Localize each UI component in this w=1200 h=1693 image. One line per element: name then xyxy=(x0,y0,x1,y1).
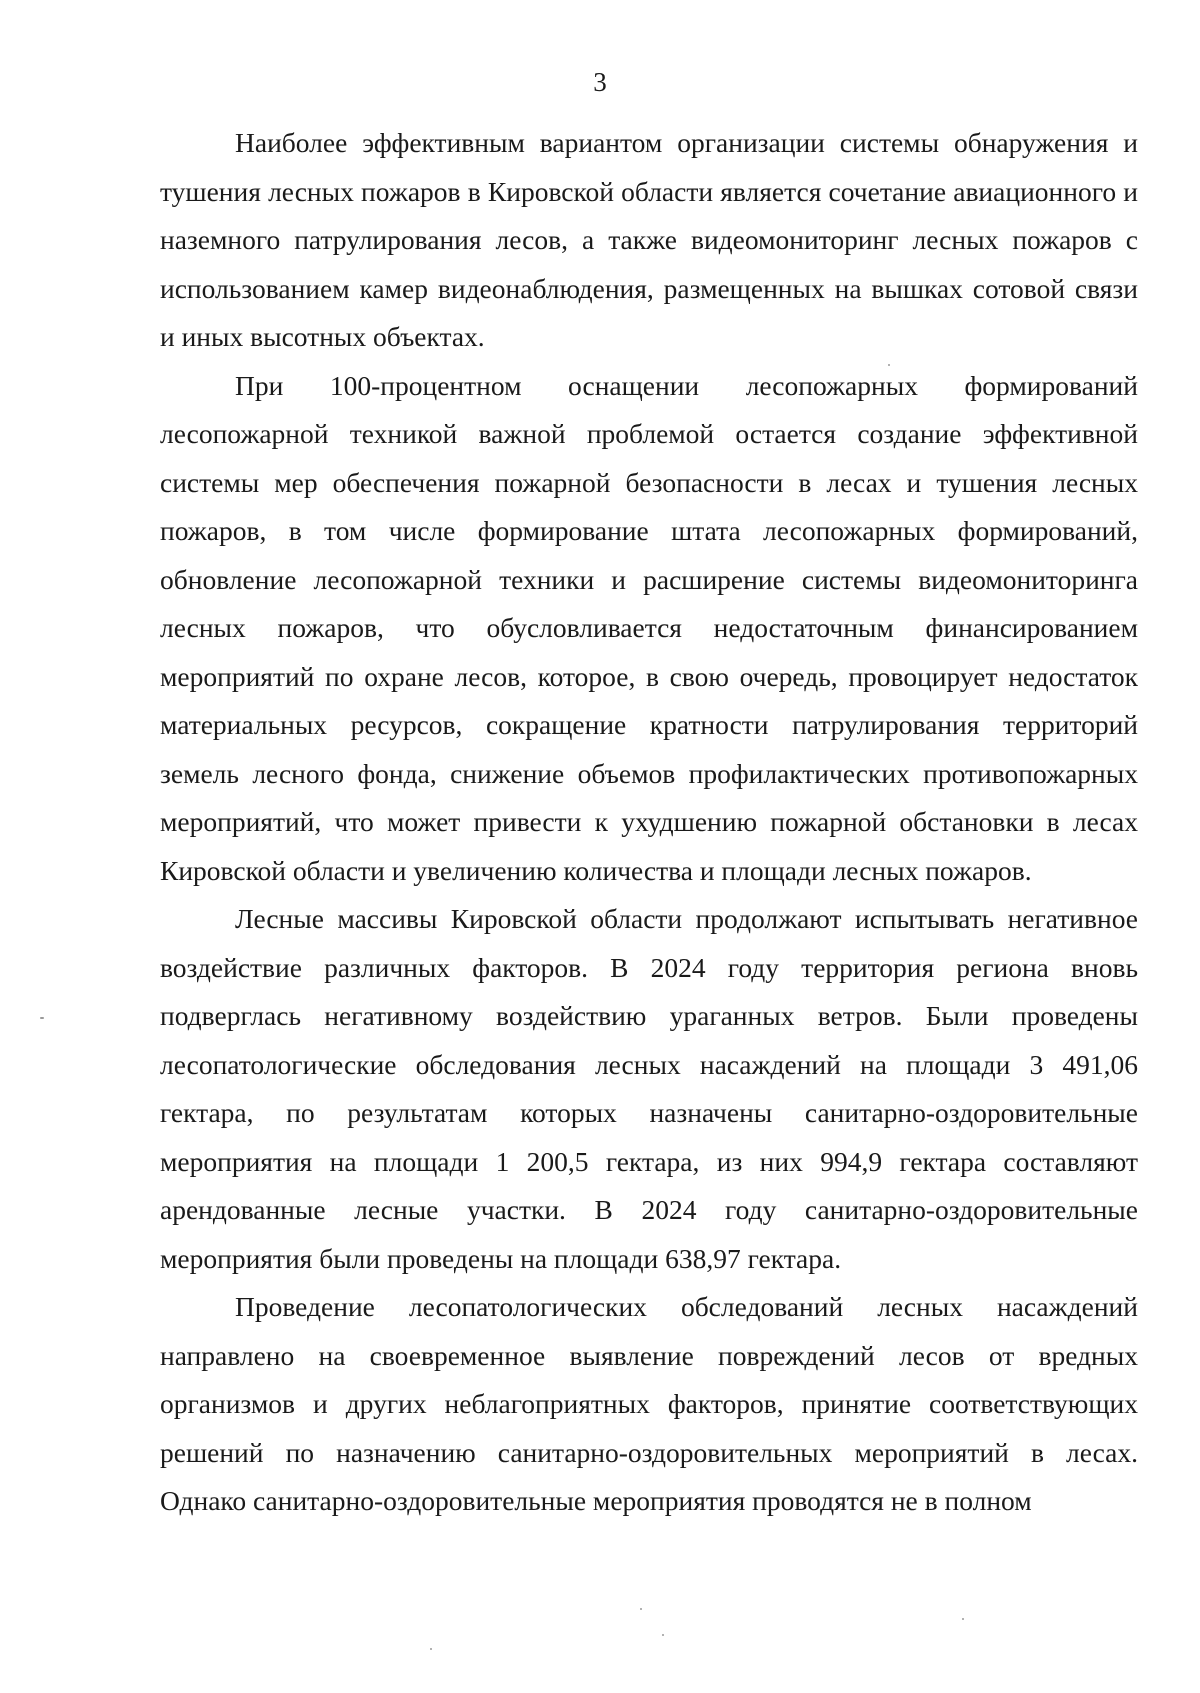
page-number: 3 xyxy=(593,67,607,97)
paragraph-fire-equipment: При 100-процентном оснащении лесопожарных формирований лесопожарной техникой важной проблемой остается создание эффективной системы мер обеспечения пожарной безопасности в лесах и тушения лесных пожаров, в том числе формирование штата лесопожарных формирований, обновление лесопожарной техники и расширение системы видеомониторинга лесных пожаров, что обусловливается недостаточным финансированием мероприятий по охране лесов, которое, в свою очередь, провоцирует недостаток материальных ресурсов, сокращение кратности патрулирования территорий земель лесного фонда, снижение объемов профилактических противопожарных мероприятий, что может привести к ухудшению пожарной обстановки в лесах Кировской области и увеличению количества и площади лесных пожаров. xyxy=(160,369,1138,886)
scan-speck xyxy=(962,1618,964,1620)
scan-speck xyxy=(430,1648,432,1650)
scan-speck xyxy=(888,364,890,366)
scan-speck xyxy=(662,1634,664,1636)
scan-speck xyxy=(40,1017,44,1019)
paragraph-forest-damage: Лесные массивы Кировской области продолжают испытывать негативное воздействие различных факторов. В 2024 году территория региона вновь подверглась негативному воздействию ураганных ветров. Были проведены лесопатологические обследования лесных насаждений на площади 3 491,06 гектара, по результатам которых назначены санитарно-оздоровительные мероприятия на площади 1 200,5 гектара, из них 994,9 гектара составляют арендованные лесные участки. В 2024 году санитарно-оздоровительные мероприятия были проведены на площади 638,97 гектара. xyxy=(160,903,1138,1274)
document-body xyxy=(160,119,1138,1526)
scan-speck xyxy=(640,1608,642,1610)
paragraph-fire-detection: Наиболее эффективным вариантом организации системы обнаружения и тушения лесных пожаров в Кировской области является сочетание авиационного и наземного патрулирования лесов, а также видеомониторинг лесных пожаров с использованием камер видеонаблюдения, размещенных на вышках сотовой связи и иных высотных объектах. xyxy=(160,127,1138,352)
paragraph-pathology-surveys: Проведение лесопатологических обследований лесных насаждений направлено на своевременное выявление повреждений лесов от вредных организмов и других неблагоприятных факторов, принятие соответствующих решений по назначению санитарно-оздоровительных мероприятий в лесах. Однако санитарно-оздоровительные мероприятия проводятся не в полном xyxy=(160,1291,1138,1516)
